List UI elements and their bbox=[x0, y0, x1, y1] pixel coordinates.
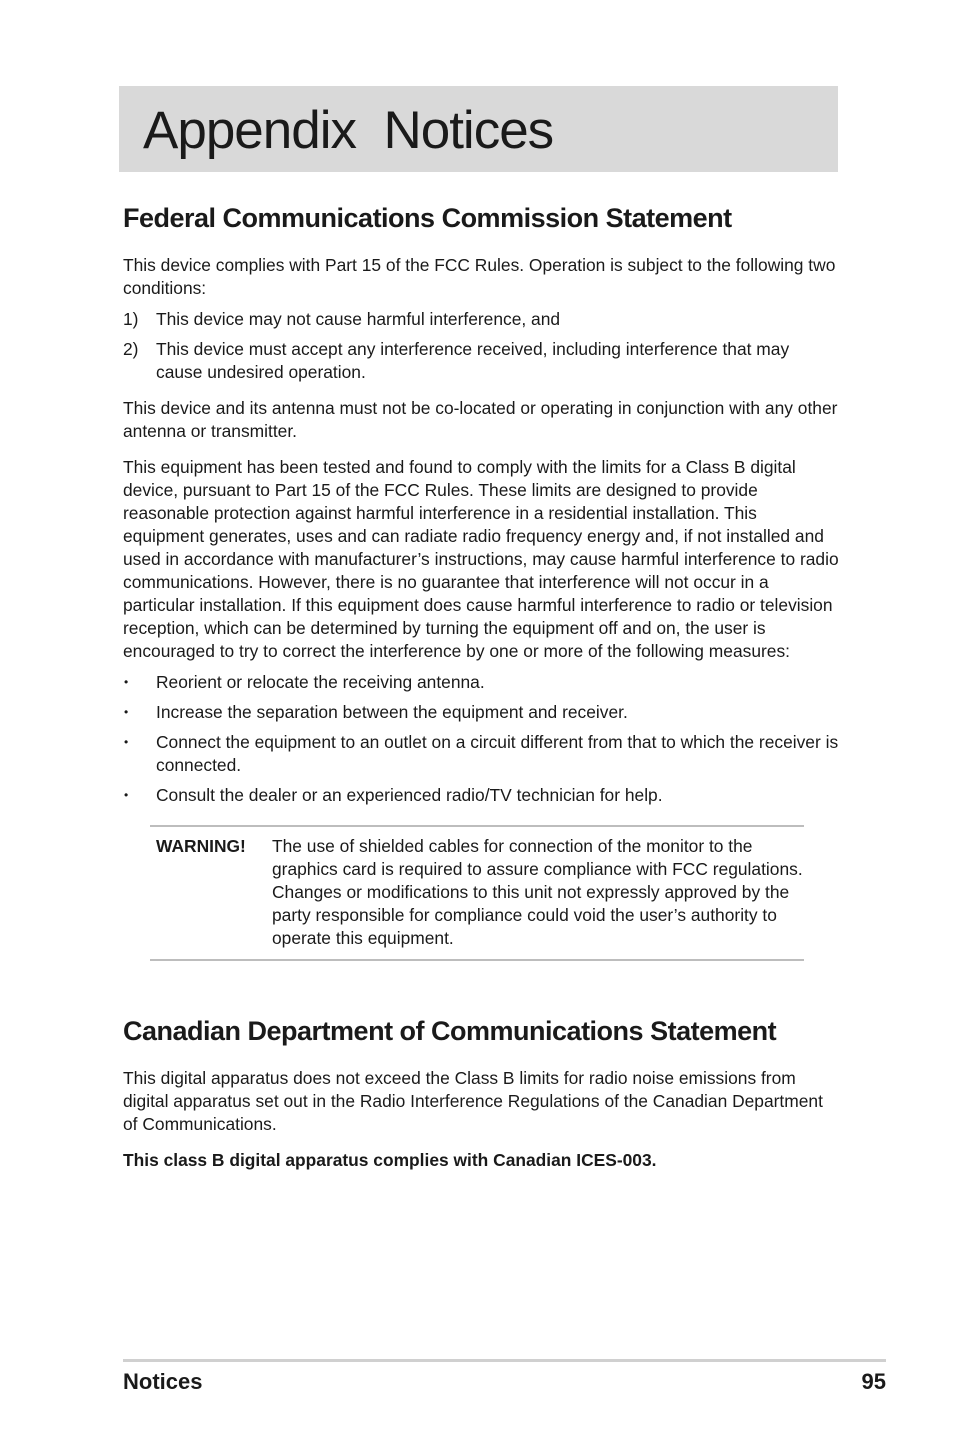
main-content bbox=[123, 200, 839, 1172]
list-marker: 2) bbox=[123, 339, 139, 359]
list-item-text: Reorient or relocate the receiving antenna. bbox=[156, 672, 485, 692]
list-item-text: This device must accept any interference received, including interference that may cause undesired operation. bbox=[156, 339, 790, 382]
fcc-heading: Federal Communications Commission Statement bbox=[123, 203, 732, 233]
page-number: 95 bbox=[861, 1369, 886, 1394]
page-title: Appendix Notices bbox=[143, 101, 554, 160]
list-item bbox=[123, 731, 839, 777]
page-footer bbox=[123, 1359, 886, 1394]
footer-section-title: Notices bbox=[123, 1369, 203, 1394]
bullet-icon: • bbox=[124, 675, 129, 689]
list-item bbox=[123, 308, 839, 331]
canadian-body: This digital apparatus does not exceed the Class B limits for radio noise emissions from digital apparatus set out in the Radio Interference Regulations of the Canadian Department of Communications. bbox=[123, 1068, 823, 1134]
list-item bbox=[123, 671, 839, 694]
fcc-intro: This device complies with Part 15 of the FCC Rules. Operation is subject to the following two conditions: bbox=[123, 255, 836, 298]
warning-text: The use of shielded cables for connection of the monitor to the graphics card is required to assure compliance with FCC regulations. Changes or modifications to this unit not expressly approved by the party responsible for compliance could void the user’s authority to operate this equipment. bbox=[272, 836, 803, 948]
conditions-list bbox=[123, 308, 839, 384]
list-item bbox=[123, 701, 839, 724]
bullet-icon: • bbox=[124, 735, 129, 749]
list-item-text: This device may not cause harmful interference, and bbox=[156, 309, 561, 329]
list-item-text: Increase the separation between the equipment and receiver. bbox=[156, 702, 628, 722]
list-marker: 1) bbox=[123, 309, 139, 329]
antenna-note: This device and its antenna must not be co-located or operating in conjunction with any other antenna or transmitter. bbox=[123, 398, 838, 441]
ices-compliance-note: This class B digital apparatus complies with Canadian ICES-003. bbox=[123, 1150, 657, 1170]
equipment-note: This equipment has been tested and found to comply with the limits for a Class B digital device, pursuant to Part 15 of the FCC Rules. These limits are designed to provide reasonable protection against harmful interference in a residential installation. This equipment generates, uses and can radiate radio frequency energy and, if not installed and used in accordance with manufacturer’s instructions, may cause harmful interference to radio communications. However, there is no guarantee that interference will not occur in a particular installation. If this equipment does cause harmful interference to radio or television reception, which can be determined by turning the equipment off and on, the user is encouraged to try to correct the interference by one or more of the following measures: bbox=[123, 457, 839, 661]
list-item bbox=[123, 784, 839, 807]
list-item-text: Connect the equipment to an outlet on a circuit different from that to which the receiver is connected. bbox=[156, 732, 839, 775]
bullet-icon: • bbox=[124, 705, 129, 719]
bullet-icon: • bbox=[124, 788, 129, 802]
list-item bbox=[123, 338, 839, 384]
warning-label: WARNING! bbox=[156, 836, 246, 856]
warning-box bbox=[150, 825, 804, 961]
list-item-text: Consult the dealer or an experienced radio/TV technician for help. bbox=[156, 785, 663, 805]
title-band bbox=[119, 86, 838, 172]
measures-list bbox=[123, 671, 839, 807]
canadian-heading: Canadian Department of Communications Statement bbox=[123, 1016, 777, 1046]
